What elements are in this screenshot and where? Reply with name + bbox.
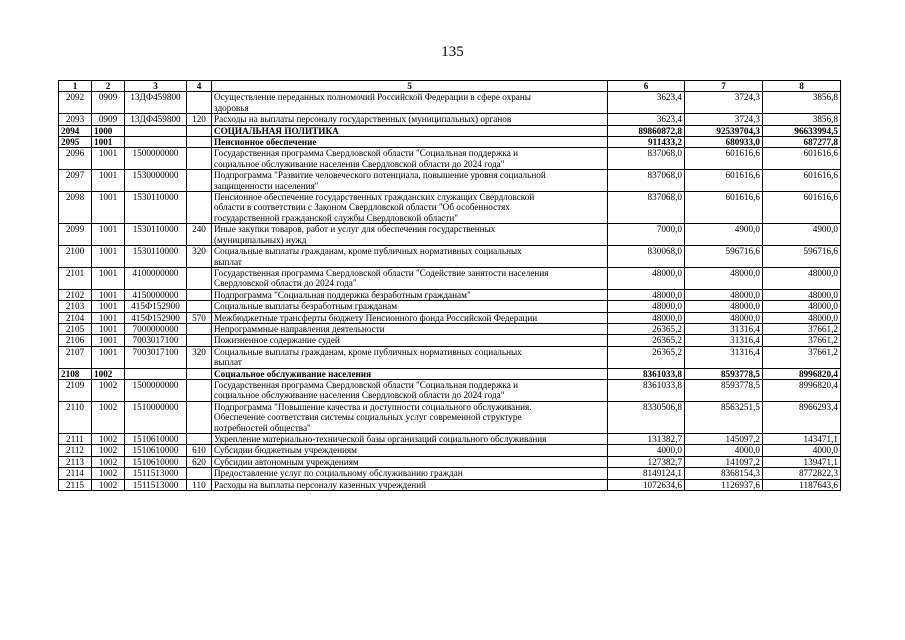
target-code-cell: 1510610000 bbox=[125, 456, 187, 467]
row-number-cell: 2103 bbox=[59, 301, 92, 312]
section-code-cell: 1001 bbox=[92, 137, 125, 148]
table-row bbox=[59, 468, 841, 479]
description-line: области в соответствии с Законом Свердловской области "Об особенностях bbox=[214, 202, 510, 213]
amount-col6-cell: 3623,4 bbox=[608, 92, 685, 114]
table-row bbox=[59, 289, 841, 300]
column-header: 3 bbox=[125, 81, 187, 92]
column-header: 8 bbox=[763, 81, 841, 92]
section-code-cell: 1002 bbox=[92, 368, 125, 379]
table-row bbox=[59, 445, 841, 456]
amount-col6-cell: 127382,7 bbox=[608, 456, 685, 467]
amount-col8-cell: 3856,8 bbox=[763, 92, 841, 114]
amount-col7-cell: 601616,6 bbox=[685, 148, 763, 170]
amount-col8-cell: 601616,6 bbox=[763, 192, 841, 224]
section-code-cell: 1002 bbox=[92, 434, 125, 445]
section-code-cell: 0909 bbox=[92, 114, 125, 125]
expense-type-cell bbox=[187, 401, 212, 433]
description-line: государственной гражданской службы Свердловской области" bbox=[214, 212, 459, 223]
amount-col7-cell: 3724,3 bbox=[685, 92, 763, 114]
column-header: 2 bbox=[92, 81, 125, 92]
description-line: Непрограммные направления деятельности bbox=[214, 323, 385, 334]
amount-col8-cell: 143471,1 bbox=[763, 434, 841, 445]
target-code-cell bbox=[125, 137, 187, 148]
section-code-cell: 1002 bbox=[92, 479, 125, 490]
row-number-cell: 2110 bbox=[59, 401, 92, 433]
amount-col8-cell: 37661,2 bbox=[763, 335, 841, 346]
amount-col8-cell: 8996820,4 bbox=[763, 379, 841, 401]
amount-col8-cell: 596716,6 bbox=[763, 246, 841, 268]
target-code-cell: 1510000000 bbox=[125, 401, 187, 433]
target-code-cell bbox=[125, 125, 187, 136]
amount-col7-cell: 8368154,3 bbox=[685, 468, 763, 479]
target-code-cell: 7000000000 bbox=[125, 323, 187, 334]
table-row bbox=[59, 368, 841, 379]
expense-type-cell bbox=[187, 137, 212, 148]
expense-type-cell: 320 bbox=[187, 346, 212, 368]
amount-col6-cell: 48000,0 bbox=[608, 312, 685, 323]
description-cell bbox=[212, 468, 608, 479]
section-code-cell: 1001 bbox=[92, 246, 125, 268]
section-code-cell: 1001 bbox=[92, 192, 125, 224]
description-cell bbox=[212, 192, 608, 224]
description-line: Иные закупки товаров, работ и услуг для обеспечения государственных bbox=[214, 224, 496, 235]
amount-col8-cell: 3856,8 bbox=[763, 114, 841, 125]
amount-col8-cell: 4900,0 bbox=[763, 224, 841, 246]
amount-col6-cell: 8361033,8 bbox=[608, 379, 685, 401]
amount-col8-cell: 37661,2 bbox=[763, 323, 841, 334]
amount-col7-cell: 48000,0 bbox=[685, 267, 763, 289]
description-line: выплат bbox=[214, 357, 242, 368]
expense-type-cell bbox=[187, 434, 212, 445]
column-header: 1 bbox=[59, 81, 92, 92]
table-row bbox=[59, 323, 841, 334]
section-code-cell: 1001 bbox=[92, 224, 125, 246]
amount-col6-cell: 26365,2 bbox=[608, 335, 685, 346]
table-row bbox=[59, 335, 841, 346]
expense-type-cell bbox=[187, 267, 212, 289]
description-line: Пенсионное обеспечение государственных гражданских служащих Свердловской bbox=[214, 192, 535, 203]
description-line: Пенсионное обеспечение bbox=[214, 137, 317, 148]
table-body bbox=[59, 92, 841, 491]
target-code-cell: 4100000000 bbox=[125, 267, 187, 289]
description-line: Предоставление услуг по социальному обслуживанию граждан bbox=[214, 468, 463, 479]
table-row bbox=[59, 346, 841, 368]
amount-col8-cell: 4000,0 bbox=[763, 445, 841, 456]
amount-col8-cell: 8772822,3 bbox=[763, 468, 841, 479]
expense-type-cell bbox=[187, 379, 212, 401]
section-code-cell: 1002 bbox=[92, 445, 125, 456]
amount-col7-cell: 601616,6 bbox=[685, 170, 763, 192]
amount-col7-cell: 31316,4 bbox=[685, 335, 763, 346]
table-row bbox=[59, 148, 841, 170]
amount-col6-cell: 48000,0 bbox=[608, 267, 685, 289]
amount-col6-cell: 48000,0 bbox=[608, 289, 685, 300]
description-cell bbox=[212, 301, 608, 312]
description-cell bbox=[212, 401, 608, 433]
table-row bbox=[59, 224, 841, 246]
target-code-cell: 1530110000 bbox=[125, 192, 187, 224]
table-row bbox=[59, 267, 841, 289]
description-line: Социальное обслуживание населения bbox=[214, 368, 372, 379]
description-cell bbox=[212, 267, 608, 289]
table-row bbox=[59, 434, 841, 445]
description-cell bbox=[212, 368, 608, 379]
amount-col8-cell: 96633994,5 bbox=[763, 125, 841, 136]
description-cell bbox=[212, 92, 608, 114]
target-code-cell: 1511513000 bbox=[125, 479, 187, 490]
table-row bbox=[59, 192, 841, 224]
description-line: здоровья bbox=[214, 102, 249, 113]
description-cell bbox=[212, 170, 608, 192]
table-row bbox=[59, 479, 841, 490]
column-header: 6 bbox=[608, 81, 685, 92]
description-cell bbox=[212, 224, 608, 246]
description-line: (муниципальных) нужд bbox=[214, 234, 307, 245]
expense-type-cell: 620 bbox=[187, 456, 212, 467]
target-code-cell: 415Ф152900 bbox=[125, 301, 187, 312]
expense-type-cell bbox=[187, 192, 212, 224]
description-cell bbox=[212, 148, 608, 170]
amount-col6-cell: 26365,2 bbox=[608, 346, 685, 368]
target-code-cell: 13ДФ459800 bbox=[125, 92, 187, 114]
section-code-cell: 1002 bbox=[92, 456, 125, 467]
row-number-cell: 2094 bbox=[59, 125, 92, 136]
expense-type-cell bbox=[187, 125, 212, 136]
amount-col6-cell: 837068,0 bbox=[608, 170, 685, 192]
section-code-cell: 1001 bbox=[92, 170, 125, 192]
row-number-cell: 2115 bbox=[59, 479, 92, 490]
expense-type-cell bbox=[187, 335, 212, 346]
page-number: 135 bbox=[441, 44, 464, 60]
description-line: Субсидии автономным учреждениям bbox=[214, 456, 359, 467]
amount-col8-cell: 48000,0 bbox=[763, 267, 841, 289]
expense-type-cell bbox=[187, 368, 212, 379]
amount-col6-cell: 8361033,8 bbox=[608, 368, 685, 379]
description-line: СОЦИАЛЬНАЯ ПОЛИТИКА bbox=[214, 125, 339, 136]
description-cell bbox=[212, 137, 608, 148]
section-code-cell: 1001 bbox=[92, 312, 125, 323]
amount-col6-cell: 4000,0 bbox=[608, 445, 685, 456]
amount-col6-cell: 837068,0 bbox=[608, 192, 685, 224]
target-code-cell: 1500000000 bbox=[125, 379, 187, 401]
expense-type-cell bbox=[187, 170, 212, 192]
description-line: Обеспечение соответствия системы социальных услуг современной структуре bbox=[214, 412, 522, 423]
expense-type-cell bbox=[187, 289, 212, 300]
amount-col8-cell: 48000,0 bbox=[763, 301, 841, 312]
amount-col7-cell: 48000,0 bbox=[685, 312, 763, 323]
amount-col7-cell: 8593778,5 bbox=[685, 368, 763, 379]
section-code-cell: 1001 bbox=[92, 148, 125, 170]
amount-col6-cell: 830068,0 bbox=[608, 246, 685, 268]
row-number-cell: 2113 bbox=[59, 456, 92, 467]
amount-col6-cell: 3623,4 bbox=[608, 114, 685, 125]
table-row bbox=[59, 125, 841, 136]
table-row bbox=[59, 137, 841, 148]
section-code-cell: 1001 bbox=[92, 289, 125, 300]
target-code-cell bbox=[125, 368, 187, 379]
table-row bbox=[59, 312, 841, 323]
expense-type-cell bbox=[187, 148, 212, 170]
amount-col7-cell: 680933,0 bbox=[685, 137, 763, 148]
description-line: защищенности населения" bbox=[214, 180, 319, 191]
description-line: Осуществление переданных полномочий Российской Федерации в сфере охраны bbox=[214, 92, 531, 103]
description-cell bbox=[212, 312, 608, 323]
description-line: Государственная программа Свердловской области "Социальная поддержка и bbox=[214, 379, 518, 390]
amount-col7-cell: 92539704,3 bbox=[685, 125, 763, 136]
row-number-cell: 2093 bbox=[59, 114, 92, 125]
row-number-cell: 2107 bbox=[59, 346, 92, 368]
row-number-cell: 2114 bbox=[59, 468, 92, 479]
section-code-cell: 1001 bbox=[92, 335, 125, 346]
expense-type-cell bbox=[187, 468, 212, 479]
section-code-cell: 1001 bbox=[92, 301, 125, 312]
expense-type-cell: 240 bbox=[187, 224, 212, 246]
row-number-cell: 2112 bbox=[59, 445, 92, 456]
amount-col6-cell: 8330506,8 bbox=[608, 401, 685, 433]
target-code-cell: 1500000000 bbox=[125, 148, 187, 170]
amount-col6-cell: 7000,0 bbox=[608, 224, 685, 246]
description-line: потребностей общества" bbox=[214, 422, 311, 433]
amount-col7-cell: 141097,2 bbox=[685, 456, 763, 467]
amount-col6-cell: 1072634,6 bbox=[608, 479, 685, 490]
row-number-cell: 2098 bbox=[59, 192, 92, 224]
section-code-cell: 1002 bbox=[92, 379, 125, 401]
amount-col8-cell: 8966293,4 bbox=[763, 401, 841, 433]
description-line: Расходы на выплаты персоналу казенных учреждений bbox=[214, 479, 427, 490]
amount-col6-cell: 131382,7 bbox=[608, 434, 685, 445]
column-header: 7 bbox=[685, 81, 763, 92]
description-cell bbox=[212, 335, 608, 346]
section-code-cell: 0909 bbox=[92, 92, 125, 114]
target-code-cell: 1510610000 bbox=[125, 445, 187, 456]
row-number-cell: 2100 bbox=[59, 246, 92, 268]
target-code-cell: 1530000000 bbox=[125, 170, 187, 192]
column-header: 4 bbox=[187, 81, 212, 92]
expense-type-cell: 120 bbox=[187, 114, 212, 125]
expense-type-cell: 610 bbox=[187, 445, 212, 456]
table-row bbox=[59, 379, 841, 401]
amount-col6-cell: 8149124,1 bbox=[608, 468, 685, 479]
amount-col7-cell: 31316,4 bbox=[685, 346, 763, 368]
description-line: Свердловской области до 2024 года" bbox=[214, 278, 357, 289]
description-cell bbox=[212, 479, 608, 490]
amount-col8-cell: 8996820,4 bbox=[763, 368, 841, 379]
description-line: Подпрограмма "Развитие человеческого потенциала, повышение уровня социальной bbox=[214, 170, 546, 181]
row-number-cell: 2104 bbox=[59, 312, 92, 323]
amount-col7-cell: 601616,6 bbox=[685, 192, 763, 224]
row-number-cell: 2102 bbox=[59, 289, 92, 300]
amount-col8-cell: 48000,0 bbox=[763, 289, 841, 300]
column-header: 5 bbox=[212, 81, 608, 92]
amount-col6-cell: 89860872,8 bbox=[608, 125, 685, 136]
section-code-cell: 1002 bbox=[92, 401, 125, 433]
description-line: Социальные выплаты гражданам, кроме публичных нормативных социальных bbox=[214, 246, 522, 257]
description-cell bbox=[212, 434, 608, 445]
amount-col7-cell: 596716,6 bbox=[685, 246, 763, 268]
expense-type-cell: 570 bbox=[187, 312, 212, 323]
amount-col8-cell: 1187643,6 bbox=[763, 479, 841, 490]
description-line: Расходы на выплаты персоналу государственных (муниципальных) органов bbox=[214, 114, 512, 125]
target-code-cell: 13ДФ459800 bbox=[125, 114, 187, 125]
row-number-cell: 2095 bbox=[59, 137, 92, 148]
table-row bbox=[59, 456, 841, 467]
amount-col8-cell: 687277,8 bbox=[763, 137, 841, 148]
amount-col7-cell: 31316,4 bbox=[685, 323, 763, 334]
expense-type-cell bbox=[187, 323, 212, 334]
description-cell bbox=[212, 114, 608, 125]
description-line: Государственная программа Свердловской области "Социальная поддержка и bbox=[214, 148, 518, 159]
row-number-cell: 2099 bbox=[59, 224, 92, 246]
row-number-cell: 2097 bbox=[59, 170, 92, 192]
target-code-cell: 1530110000 bbox=[125, 246, 187, 268]
target-code-cell: 1530110000 bbox=[125, 224, 187, 246]
target-code-cell: 4150000000 bbox=[125, 289, 187, 300]
target-code-cell: 7003017100 bbox=[125, 346, 187, 368]
table-row bbox=[59, 92, 841, 114]
expense-type-cell: 110 bbox=[187, 479, 212, 490]
row-number-cell: 2111 bbox=[59, 434, 92, 445]
section-code-cell: 1001 bbox=[92, 323, 125, 334]
amount-col7-cell: 48000,0 bbox=[685, 301, 763, 312]
section-code-cell: 1000 bbox=[92, 125, 125, 136]
amount-col8-cell: 139471,1 bbox=[763, 456, 841, 467]
section-code-cell: 1002 bbox=[92, 468, 125, 479]
amount-col8-cell: 48000,0 bbox=[763, 312, 841, 323]
row-number-cell: 2101 bbox=[59, 267, 92, 289]
budget-table bbox=[58, 80, 841, 491]
description-line: Социальные выплаты безработным гражданам bbox=[214, 301, 398, 312]
description-cell bbox=[212, 125, 608, 136]
expense-type-cell: 320 bbox=[187, 246, 212, 268]
description-line: Укрепление материально-технической базы организаций социального обслуживания bbox=[214, 434, 547, 444]
amount-col7-cell: 4000,0 bbox=[685, 445, 763, 456]
amount-col6-cell: 26365,2 bbox=[608, 323, 685, 334]
section-code-cell: 1001 bbox=[92, 346, 125, 368]
amount-col6-cell: 48000,0 bbox=[608, 301, 685, 312]
row-number-cell: 2096 bbox=[59, 148, 92, 170]
table-row bbox=[59, 114, 841, 125]
row-number-cell: 2092 bbox=[59, 92, 92, 114]
description-line: Пожизненное содержание судей bbox=[214, 335, 340, 346]
amount-col7-cell: 3724,3 bbox=[685, 114, 763, 125]
amount-col8-cell: 37661,2 bbox=[763, 346, 841, 368]
description-line: социальное обслуживание населения Свердловской области до 2024 года" bbox=[214, 390, 505, 401]
description-line: Социальные выплаты гражданам, кроме публичных нормативных социальных bbox=[214, 346, 522, 357]
amount-col7-cell: 145097,2 bbox=[685, 434, 763, 445]
amount-col7-cell: 8563251,5 bbox=[685, 401, 763, 433]
amount-col6-cell: 837068,0 bbox=[608, 148, 685, 170]
amount-col7-cell: 8593778,5 bbox=[685, 379, 763, 401]
target-code-cell: 1510610000 bbox=[125, 434, 187, 445]
table-row bbox=[59, 401, 841, 433]
expense-type-cell bbox=[187, 301, 212, 312]
description-line: социальное обслуживание населения Свердловской области до 2024 года" bbox=[214, 158, 505, 169]
row-number-cell: 2106 bbox=[59, 335, 92, 346]
target-code-cell: 1511513000 bbox=[125, 468, 187, 479]
table-row bbox=[59, 246, 841, 268]
description-line: выплат bbox=[214, 256, 242, 267]
target-code-cell: 415Ф152900 bbox=[125, 312, 187, 323]
row-number-cell: 2109 bbox=[59, 379, 92, 401]
amount-col7-cell: 4900,0 bbox=[685, 224, 763, 246]
table-row bbox=[59, 301, 841, 312]
description-cell bbox=[212, 246, 608, 268]
description-cell bbox=[212, 456, 608, 467]
table-header-row bbox=[59, 81, 841, 92]
row-number-cell: 2108 bbox=[59, 368, 92, 379]
description-line: Субсидии бюджетным учреждениям bbox=[214, 445, 357, 456]
expense-type-cell bbox=[187, 92, 212, 114]
description-cell bbox=[212, 289, 608, 300]
description-line: Подпрограмма "Повышение качества и доступности социального обслуживания. bbox=[214, 401, 532, 412]
amount-col7-cell: 48000,0 bbox=[685, 289, 763, 300]
target-code-cell: 7003017100 bbox=[125, 335, 187, 346]
amount-col7-cell: 1126937,6 bbox=[685, 479, 763, 490]
description-cell bbox=[212, 346, 608, 368]
amount-col6-cell: 911433,2 bbox=[608, 137, 685, 148]
description-cell bbox=[212, 379, 608, 401]
description-line: Подпрограмма "Социальная поддержка безработным гражданам" bbox=[214, 289, 471, 300]
description-line: Государственная программа Свердловской области "Содействие занятости населения bbox=[214, 267, 549, 278]
amount-col8-cell: 601616,6 bbox=[763, 170, 841, 192]
section-code-cell: 1001 bbox=[92, 267, 125, 289]
amount-col8-cell: 601616,6 bbox=[763, 148, 841, 170]
description-cell bbox=[212, 445, 608, 456]
table-row bbox=[59, 170, 841, 192]
description-line: Межбюджетные трансферты бюджету Пенсионного фонда Российской Федерации bbox=[214, 312, 538, 323]
row-number-cell: 2105 bbox=[59, 323, 92, 334]
description-cell bbox=[212, 323, 608, 334]
